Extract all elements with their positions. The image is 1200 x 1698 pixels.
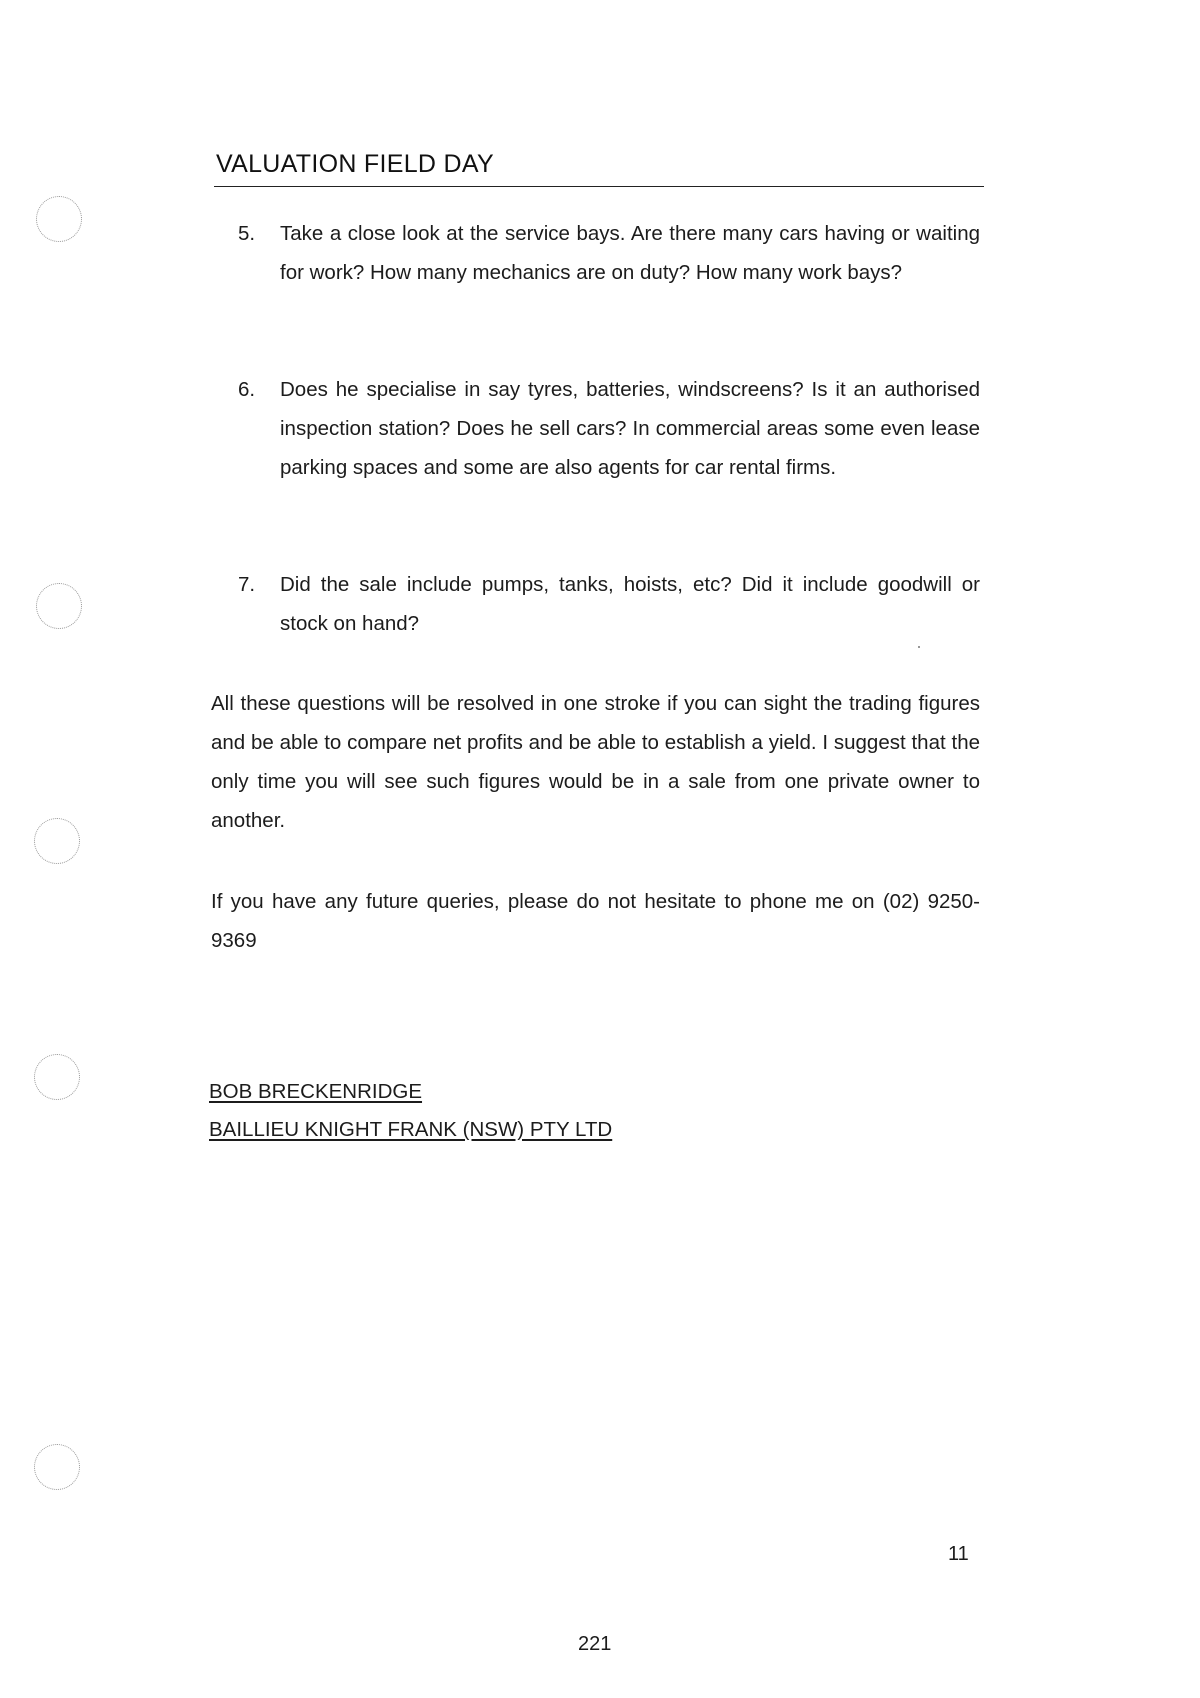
punch-hole-mark — [34, 818, 80, 864]
header-divider — [214, 186, 984, 187]
list-item-number: 6. — [238, 378, 256, 401]
list-item — [238, 214, 980, 292]
list-item-text: Did the sale include pumps, tanks, hoists, etc? Did it include goodwill or stock on hand? — [280, 573, 980, 635]
punch-hole-mark — [34, 1054, 80, 1100]
signature-name: BOB BRECKENRIDGE — [209, 1080, 423, 1103]
scan-speck — [918, 646, 920, 648]
list-item-text: Does he specialise in say tyres, batteries, windscreens? Is it an authorised inspection station? Does he sell cars? In commercial areas some even lease parking spaces and some are also agents for car rental firms. — [280, 378, 980, 479]
signature-company: BAILLIEU KNIGHT FRANK (NSW) PTY LTD — [209, 1118, 613, 1141]
punch-hole-mark — [36, 196, 82, 242]
list-item-text: Take a close look at the service bays. Are there many cars having or waiting for work? How many mechanics are on duty? How many work bays? — [280, 222, 980, 284]
list-item-number: 7. — [238, 573, 256, 596]
punch-hole-mark — [36, 583, 82, 629]
list-item-number: 5. — [238, 222, 256, 245]
list-item — [238, 370, 980, 487]
body-paragraph: If you have any future queries, please do not hesitate to phone me on (02) 9250-9369 — [211, 890, 980, 952]
document-page-number: 221 — [578, 1633, 612, 1655]
punch-hole-mark — [34, 1444, 80, 1490]
page-title: VALUATION FIELD DAY — [216, 150, 494, 178]
section-page-number: 11 — [948, 1543, 969, 1565]
list-item — [238, 565, 980, 643]
body-paragraph: All these questions will be resolved in one stroke if you can sight the trading figures and be able to compare net profits and be able to establish a yield. I suggest that the only time you will see such figures would be in a sale from one private owner to another. — [211, 692, 980, 832]
